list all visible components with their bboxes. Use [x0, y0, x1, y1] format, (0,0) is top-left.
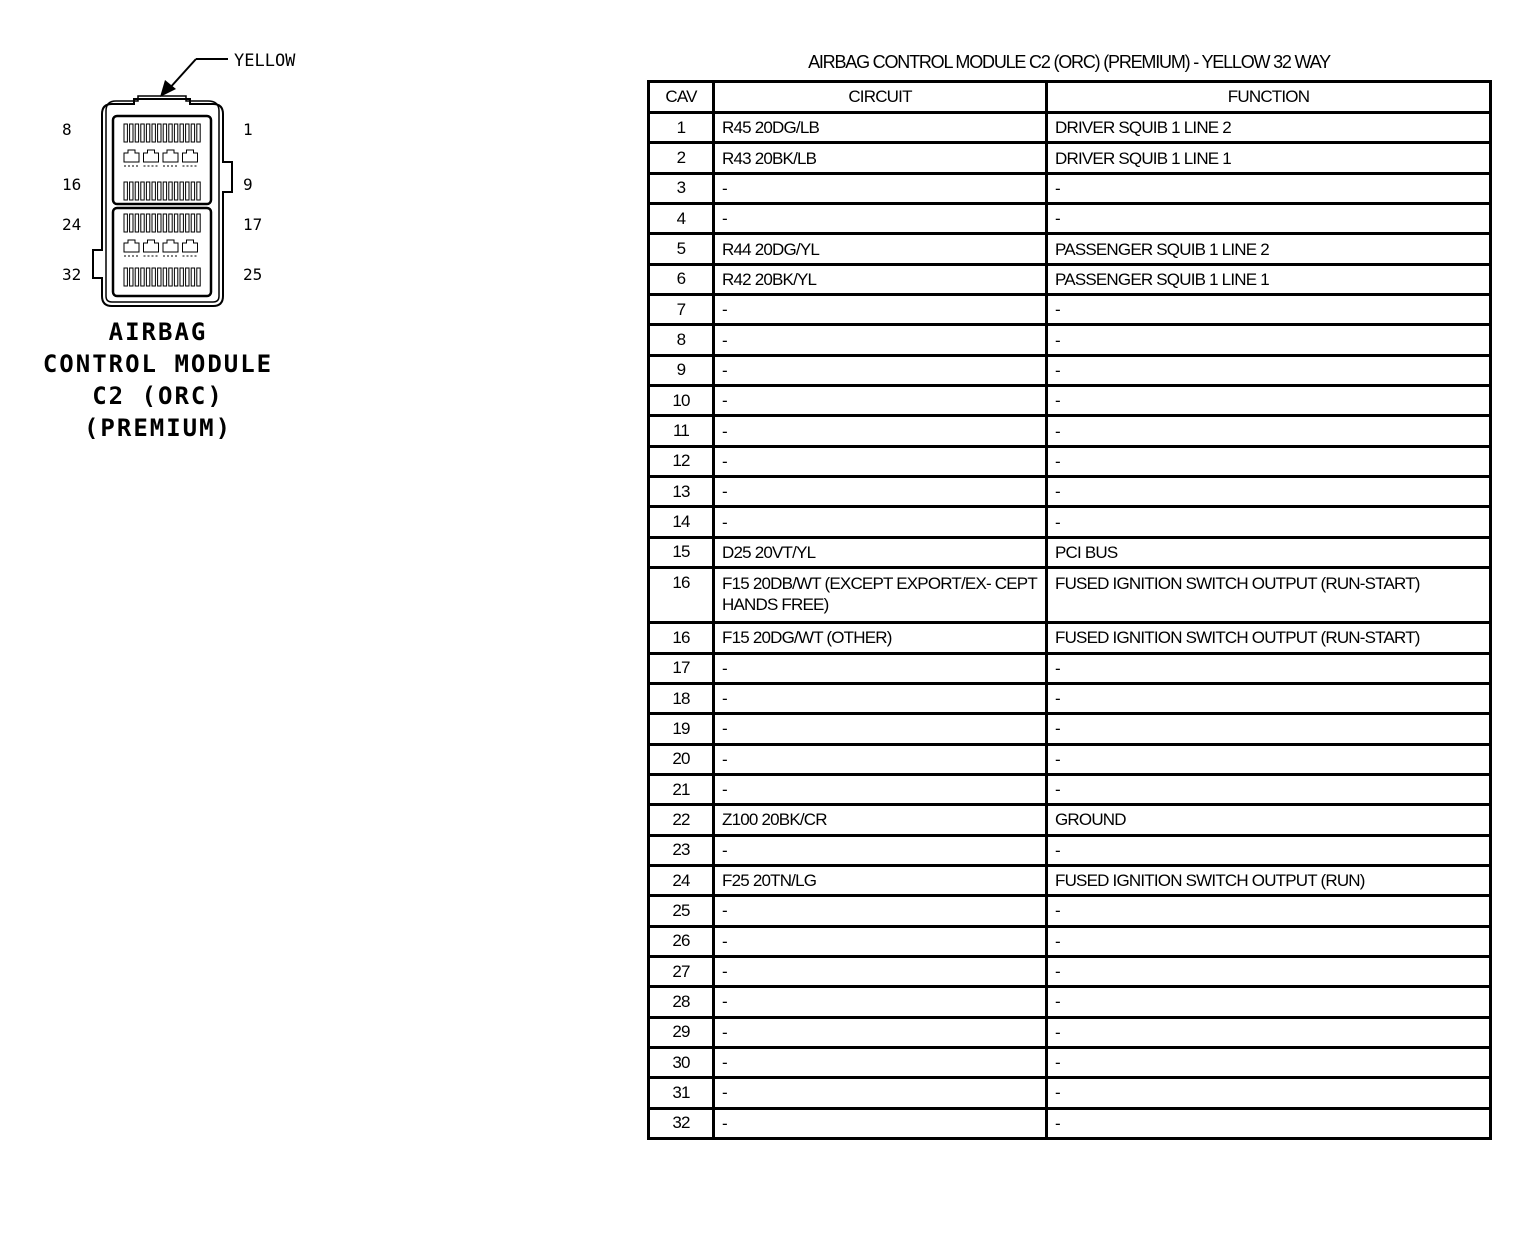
circuit-cell: R42 20BK/YL [714, 264, 1047, 294]
function-cell: - [1047, 653, 1491, 683]
table-row [649, 355, 1491, 385]
circuit-cell: - [714, 1078, 1047, 1108]
table-row [649, 264, 1491, 294]
function-cell: - [1047, 956, 1491, 986]
cav-cell: 27 [649, 956, 714, 986]
cav-cell: 6 [649, 264, 714, 294]
circuit-cell: - [714, 416, 1047, 446]
function-cell: - [1047, 295, 1491, 325]
function-cell: - [1047, 926, 1491, 956]
circuit-cell: F15 20DG/WT (OTHER) [714, 623, 1047, 653]
function-cell: - [1047, 835, 1491, 865]
table-row [649, 956, 1491, 986]
function-cell: PCI BUS [1047, 537, 1491, 567]
color-pointer [168, 59, 228, 90]
function-cell: FUSED IGNITION SWITCH OUTPUT (RUN) [1047, 865, 1491, 895]
pin-label-upper-right: 9 [243, 175, 253, 194]
table-title: AIRBAG CONTROL MODULE C2 (ORC) (PREMIUM) - YELLOW 32 WAY [808, 52, 1330, 72]
circuit-cell: - [714, 477, 1047, 507]
pin-label-top-right: 1 [243, 120, 253, 139]
table-row [649, 1017, 1491, 1047]
table-row [649, 987, 1491, 1017]
function-cell: FUSED IGNITION SWITCH OUTPUT (RUN-START) [1047, 568, 1491, 623]
circuit-cell: - [714, 295, 1047, 325]
circuit-cell: - [714, 325, 1047, 355]
cav-cell: 23 [649, 835, 714, 865]
function-cell: GROUND [1047, 805, 1491, 835]
circuit-cell: - [714, 446, 1047, 476]
caption-line: CONTROL MODULE [42, 350, 274, 378]
pinout-table-body [649, 113, 1491, 1139]
table-row [649, 865, 1491, 895]
cav-cell: 16 [649, 568, 714, 623]
cav-cell: 32 [649, 1108, 714, 1138]
table-row [649, 113, 1491, 143]
cav-cell: 20 [649, 744, 714, 774]
table-row [649, 653, 1491, 683]
cav-cell: 9 [649, 355, 714, 385]
cav-cell: 10 [649, 386, 714, 416]
function-cell: - [1047, 1017, 1491, 1047]
circuit-cell: R43 20BK/LB [714, 143, 1047, 173]
cav-cell: 3 [649, 173, 714, 203]
table-row [649, 1108, 1491, 1138]
table-row [649, 623, 1491, 653]
circuit-cell: - [714, 204, 1047, 234]
cav-cell: 25 [649, 896, 714, 926]
cav-cell: 14 [649, 507, 714, 537]
circuit-cell: - [714, 386, 1047, 416]
circuit-cell: Z100 20BK/CR [714, 805, 1047, 835]
cav-cell: 1 [649, 113, 714, 143]
table-row [649, 325, 1491, 355]
table-row [649, 446, 1491, 476]
connector-housing [93, 96, 232, 306]
circuit-cell: D25 20VT/YL [714, 537, 1047, 567]
table-row [649, 896, 1491, 926]
circuit-cell: - [714, 987, 1047, 1017]
cav-cell: 7 [649, 295, 714, 325]
cav-cell: 17 [649, 653, 714, 683]
cav-cell: 30 [649, 1047, 714, 1077]
circuit-cell: R44 20DG/YL [714, 234, 1047, 264]
table-row [649, 386, 1491, 416]
function-cell: - [1047, 416, 1491, 446]
function-cell: - [1047, 683, 1491, 713]
header-circuit: CIRCUIT [714, 82, 1047, 113]
table-row [649, 173, 1491, 203]
circuit-cell: - [714, 683, 1047, 713]
circuit-cell: - [714, 507, 1047, 537]
cav-cell: 15 [649, 537, 714, 567]
table-header-row [649, 82, 1491, 113]
table-row [649, 1078, 1491, 1108]
circuit-cell: - [714, 896, 1047, 926]
table-row [649, 1047, 1491, 1077]
pin-label-bottom-left: 32 [62, 265, 82, 284]
function-cell: - [1047, 1078, 1491, 1108]
header-cav: CAV [649, 82, 714, 113]
circuit-cell: - [714, 173, 1047, 203]
function-cell: PASSENGER SQUIB 1 LINE 1 [1047, 264, 1491, 294]
cav-cell: 18 [649, 683, 714, 713]
function-cell: - [1047, 507, 1491, 537]
circuit-cell: - [714, 744, 1047, 774]
circuit-cell: - [714, 1047, 1047, 1077]
caption-line: C2 (ORC) [92, 382, 224, 410]
circuit-cell: - [714, 714, 1047, 744]
circuit-cell: R45 20DG/LB [714, 113, 1047, 143]
cav-cell: 16 [649, 623, 714, 653]
function-cell: - [1047, 325, 1491, 355]
caption-line: (PREMIUM) [83, 414, 233, 442]
cav-cell: 5 [649, 234, 714, 264]
circuit-cell: - [714, 774, 1047, 804]
cav-cell: 12 [649, 446, 714, 476]
circuit-cell: - [714, 956, 1047, 986]
function-cell: PASSENGER SQUIB 1 LINE 2 [1047, 234, 1491, 264]
table-row [649, 568, 1491, 623]
function-cell: - [1047, 896, 1491, 926]
cav-cell: 21 [649, 774, 714, 804]
cav-cell: 4 [649, 204, 714, 234]
table-row [649, 234, 1491, 264]
cav-cell: 24 [649, 865, 714, 895]
function-cell: - [1047, 774, 1491, 804]
cav-cell: 31 [649, 1078, 714, 1108]
circuit-cell: - [714, 355, 1047, 385]
table-row [649, 714, 1491, 744]
function-cell: - [1047, 987, 1491, 1017]
function-cell: - [1047, 355, 1491, 385]
table-row [649, 805, 1491, 835]
cav-cell: 8 [649, 325, 714, 355]
connector-caption [40, 316, 276, 444]
table-row [649, 744, 1491, 774]
table-row [649, 926, 1491, 956]
pin-label-bottom-right: 25 [243, 265, 263, 284]
function-cell: - [1047, 744, 1491, 774]
cav-cell: 22 [649, 805, 714, 835]
pin-label-upper-left: 16 [62, 175, 82, 194]
cav-cell: 29 [649, 1017, 714, 1047]
table-row [649, 295, 1491, 325]
pinout-table [647, 80, 1492, 1140]
table-row [649, 537, 1491, 567]
cav-cell: 11 [649, 416, 714, 446]
function-cell: FUSED IGNITION SWITCH OUTPUT (RUN-START) [1047, 623, 1491, 653]
caption-line: AIRBAG [108, 318, 208, 346]
function-cell: - [1047, 446, 1491, 476]
color-label: YELLOW [234, 51, 296, 71]
table-row [649, 507, 1491, 537]
function-cell: - [1047, 477, 1491, 507]
table-row [649, 477, 1491, 507]
circuit-cell: - [714, 835, 1047, 865]
function-cell: - [1047, 1047, 1491, 1077]
cav-cell: 19 [649, 714, 714, 744]
circuit-cell: - [714, 653, 1047, 683]
circuit-cell: - [714, 1108, 1047, 1138]
pin-label-lower-right: 17 [243, 215, 263, 234]
table-row [649, 143, 1491, 173]
function-cell: DRIVER SQUIB 1 LINE 1 [1047, 143, 1491, 173]
table-row [649, 774, 1491, 804]
table-row [649, 683, 1491, 713]
table-row [649, 416, 1491, 446]
table-row [649, 204, 1491, 234]
function-cell: - [1047, 173, 1491, 203]
function-cell: DRIVER SQUIB 1 LINE 2 [1047, 113, 1491, 143]
function-cell: - [1047, 1108, 1491, 1138]
circuit-cell: - [714, 1017, 1047, 1047]
pin-label-lower-left: 24 [62, 215, 82, 234]
function-cell: - [1047, 714, 1491, 744]
table-row [649, 835, 1491, 865]
cav-cell: 26 [649, 926, 714, 956]
header-function: FUNCTION [1047, 82, 1491, 113]
circuit-cell: F25 20TN/LG [714, 865, 1047, 895]
pin-label-top-left: 8 [62, 120, 72, 139]
circuit-cell: F15 20DB/WT (EXCEPT EXPORT/EX- CEPT HANDS FREE) [714, 568, 1047, 623]
function-cell: - [1047, 204, 1491, 234]
cav-cell: 2 [649, 143, 714, 173]
function-cell: - [1047, 386, 1491, 416]
cav-cell: 28 [649, 987, 714, 1017]
circuit-cell: - [714, 926, 1047, 956]
cav-cell: 13 [649, 477, 714, 507]
